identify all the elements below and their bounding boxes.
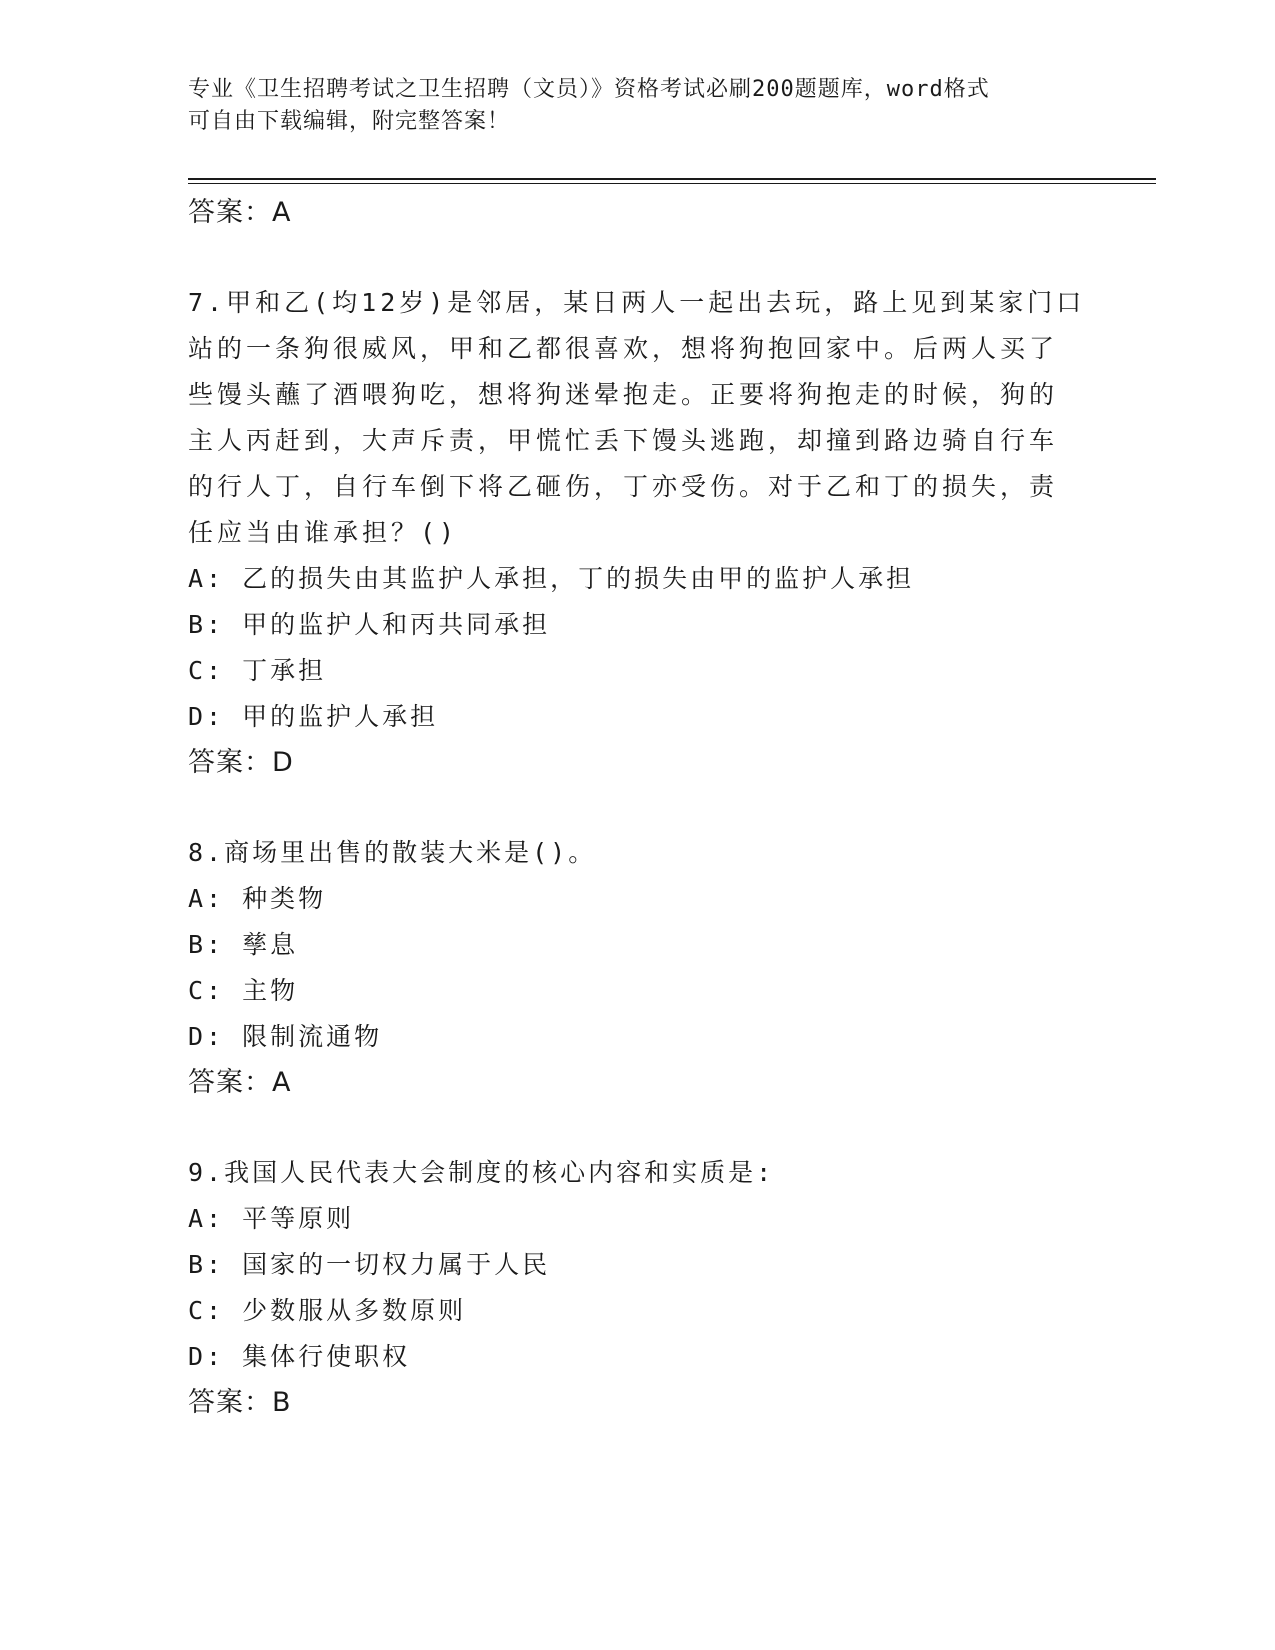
option-a: A: 平等原则 (188, 1204, 355, 1233)
spacer (188, 1106, 1088, 1150)
answer-label: 答案：B (188, 1387, 292, 1418)
question-line: 的行人丁，自行车倒下将乙砸伤，丁亦受伤。对于乙和丁的损失，责 (188, 472, 1059, 501)
question-line: 7.甲和乙(均12岁)是邻居，某日两人一起出去玩，路上见到某家门口 (188, 288, 1086, 317)
option-b: B: 国家的一切权力属于人民 (188, 1250, 551, 1279)
header-rule-thin (188, 183, 1156, 184)
option-c: C: 少数服从多数原则 (188, 1296, 467, 1325)
header-line-1: 专业《卫生招聘考试之卫生招聘（文员）》资格考试必刷200题题库，word格式 (188, 77, 990, 102)
option-c: C: 主物 (188, 976, 299, 1005)
header-line-2: 可自由下载编辑，附完整答案！ (188, 109, 511, 134)
question-block-7 (188, 280, 1088, 786)
question-block-8 (188, 830, 1088, 1106)
question-line: 站的一条狗很威风，甲和乙都很喜欢，想将狗抱回家中。后两人买了 (188, 334, 1059, 363)
option-d: D: 集体行使职权 (188, 1342, 411, 1371)
option-a: A: 种类物 (188, 884, 327, 913)
option-b: B: 孳息 (188, 930, 299, 959)
option-b: B: 甲的监护人和丙共同承担 (188, 610, 551, 639)
header-rule-thick (188, 178, 1156, 180)
option-a: A: 乙的损失由其监护人承担，丁的损失由甲的监护人承担 (188, 564, 915, 593)
question-text (188, 280, 1088, 556)
option-d: D: 限制流通物 (188, 1022, 383, 1051)
spacer (188, 236, 1088, 280)
question-line: 8.商场里出售的散装大米是()。 (188, 838, 597, 867)
question-line: 些馒头蘸了酒喂狗吃，想将狗迷晕抱走。正要将狗抱走的时候，狗的 (188, 380, 1059, 409)
question-line: 主人丙赶到，大声斥责，甲慌忙丢下馒头逃跑，却撞到路边骑自行车 (188, 426, 1059, 455)
question-block-9 (188, 1150, 1088, 1426)
spacer (188, 786, 1088, 830)
question-line: 9.我国人民代表大会制度的核心内容和实质是: (188, 1158, 775, 1187)
question-list (188, 190, 1088, 1426)
question-line: 任应当由谁承担？() (188, 518, 459, 547)
document-header (188, 74, 1068, 138)
answer-label: 答案：D (188, 747, 294, 778)
option-c: C: 丁承担 (188, 656, 327, 685)
answer-label: 答案：A (188, 1067, 292, 1098)
answer-label: 答案：A (188, 197, 292, 228)
option-d: D: 甲的监护人承担 (188, 702, 439, 731)
